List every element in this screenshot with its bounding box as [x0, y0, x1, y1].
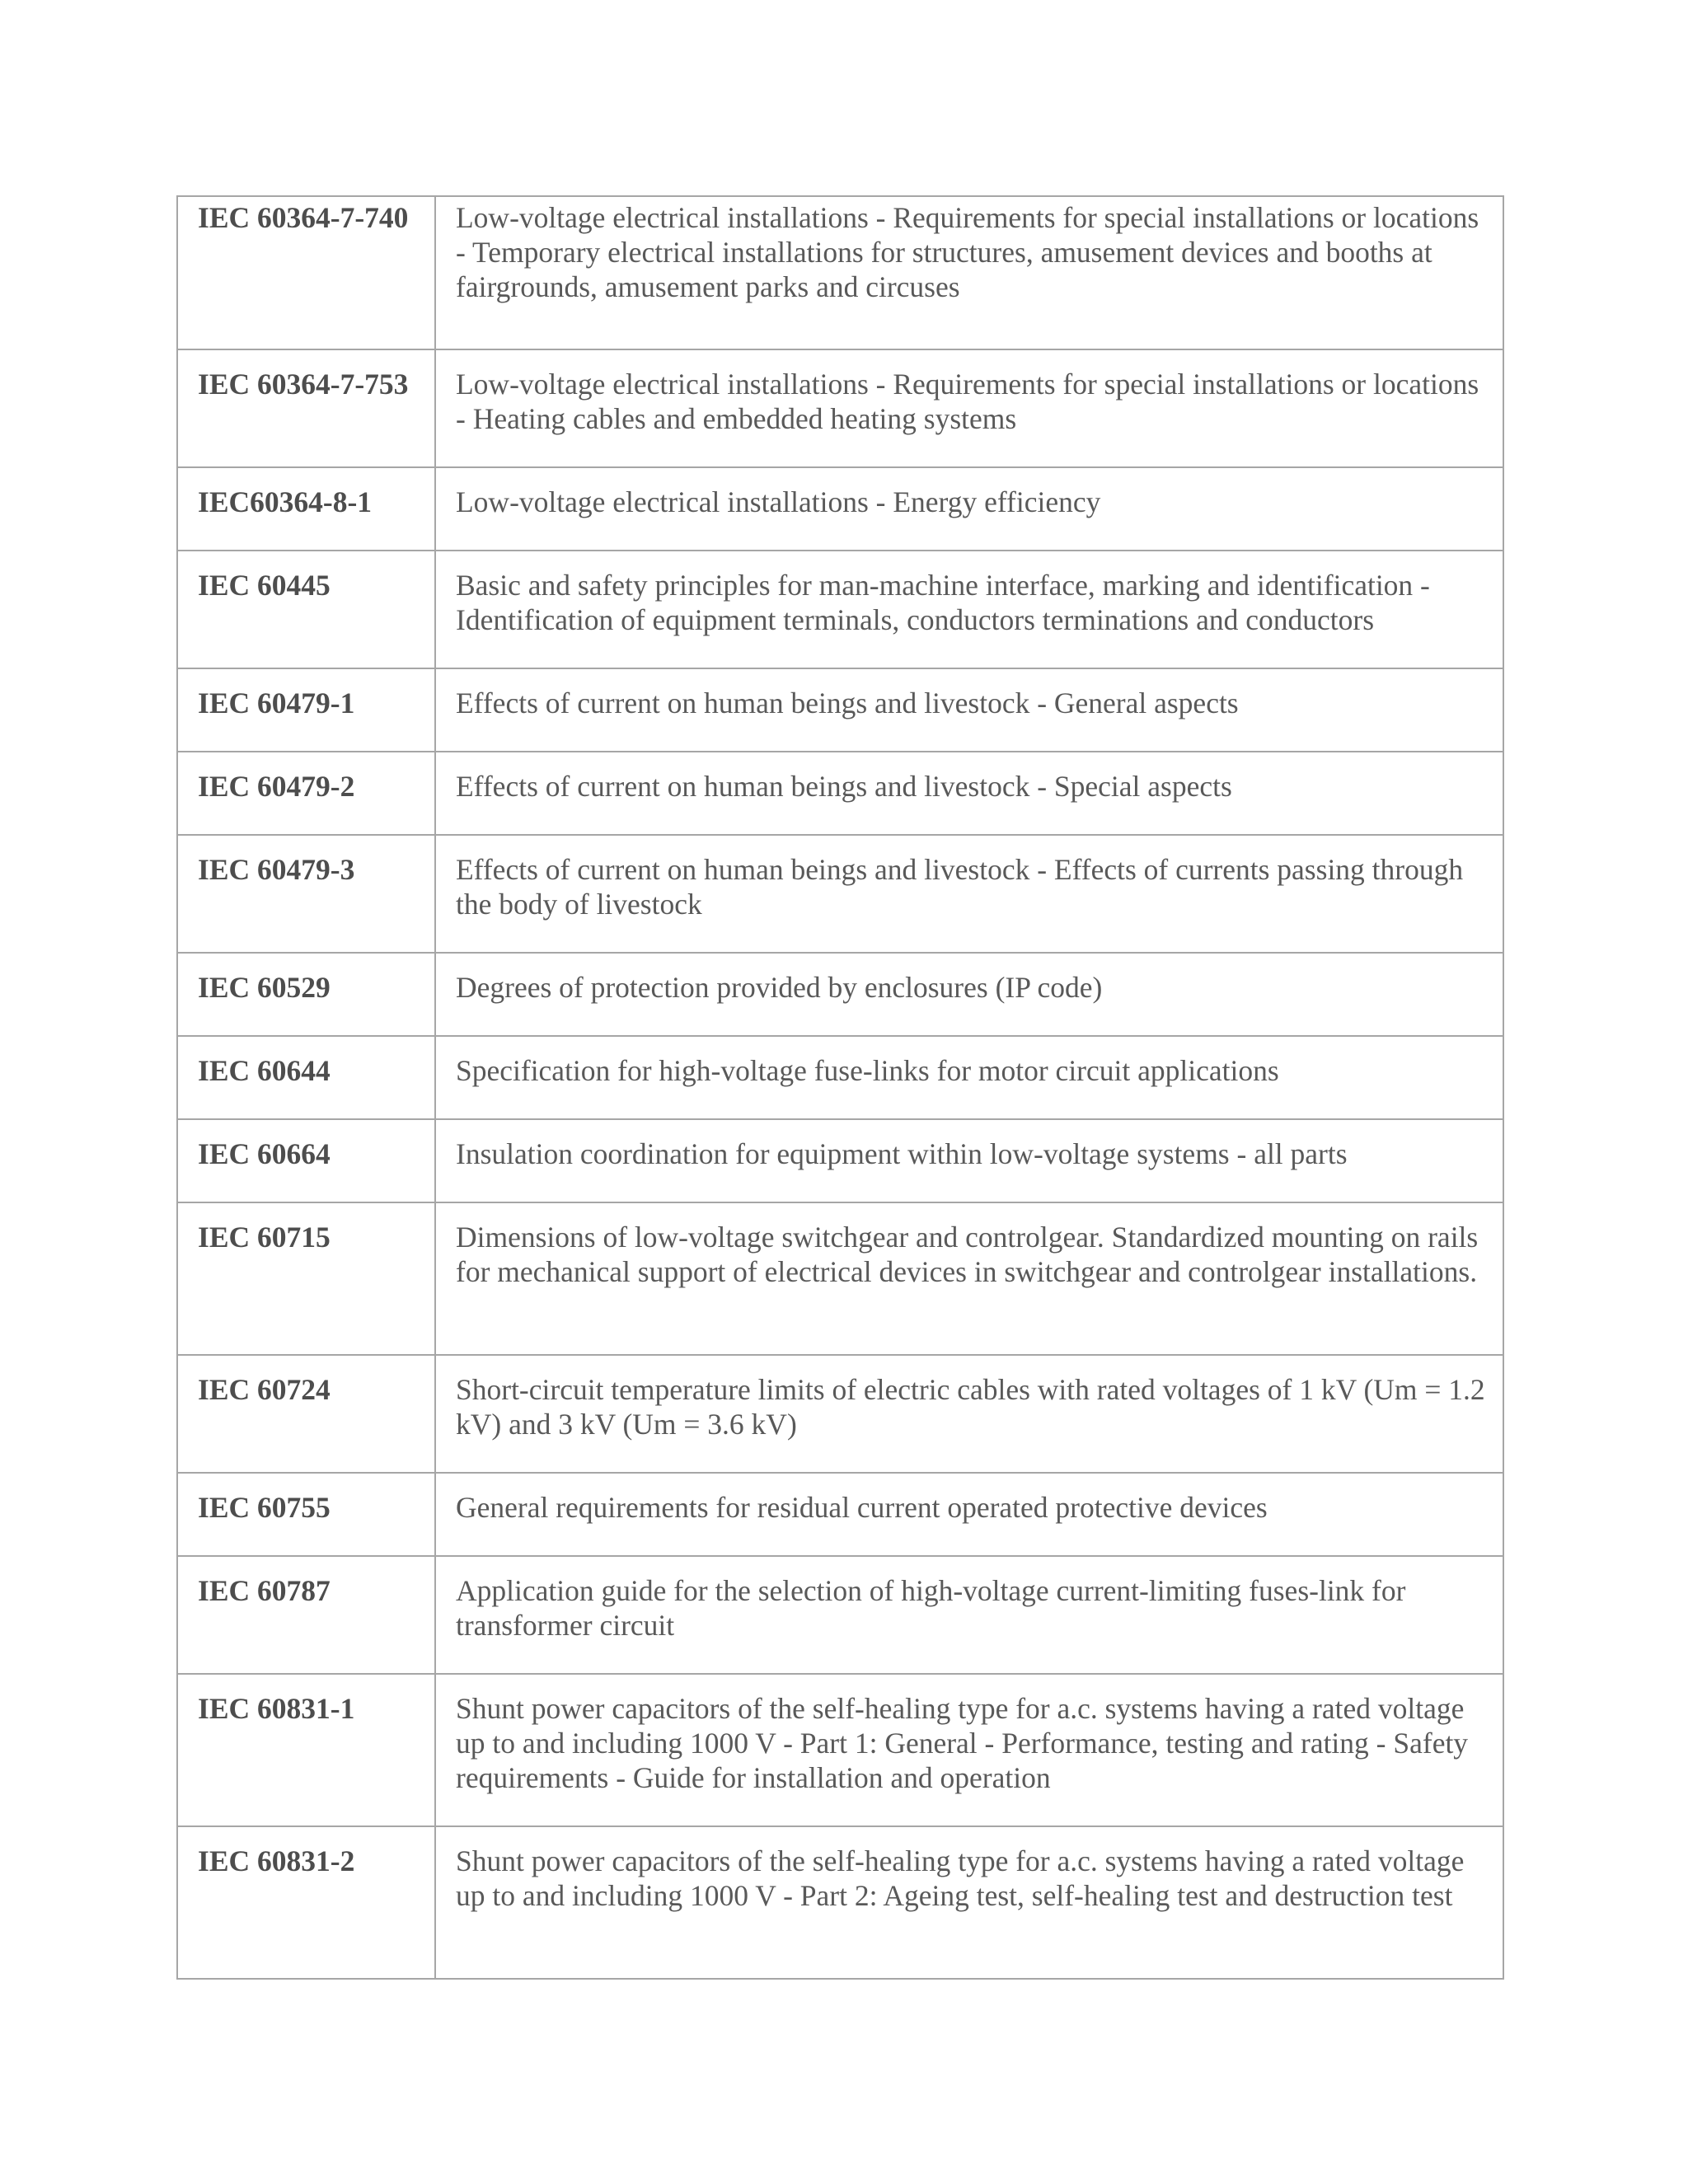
standard-code: IEC 60755 — [198, 1491, 331, 1524]
standard-code-cell — [177, 467, 435, 551]
standard-description: Insulation coordination for equipment within low-voltage systems - all parts — [456, 1137, 1348, 1170]
table-row — [177, 1556, 1503, 1674]
standard-description: Shunt power capacitors of the self-healing type for a.c. systems having a rated voltage up to and including 1000 V - Part 1: General - Performance, testing and rating - Safety requirements - Guide for installation and operation — [456, 1692, 1469, 1794]
standard-code-cell — [177, 1036, 435, 1119]
standard-code: IEC 60644 — [198, 1054, 331, 1087]
standard-code-cell — [177, 752, 435, 835]
table-row — [177, 835, 1503, 953]
standard-code: IEC60364-8-1 — [198, 485, 373, 518]
table-row — [177, 953, 1503, 1036]
standard-code: IEC 60479-3 — [198, 853, 355, 886]
standard-description-cell — [435, 1202, 1503, 1355]
standard-description-cell — [435, 1826, 1503, 1979]
standard-code: IEC 60715 — [198, 1221, 331, 1254]
standard-description-cell — [435, 349, 1503, 467]
standard-description: Effects of current on human beings and livestock - Special aspects — [456, 770, 1232, 803]
table-row — [177, 1473, 1503, 1556]
standard-code-cell — [177, 196, 435, 349]
table-row — [177, 1355, 1503, 1473]
table-row — [177, 1826, 1503, 1979]
table-row — [177, 196, 1503, 349]
standard-description-cell — [435, 467, 1503, 551]
standard-code-cell — [177, 349, 435, 467]
standard-description: Basic and safety principles for man-machine interface, marking and identification - Identification of equipment terminals, conductors terminations and conductors — [456, 569, 1430, 636]
standard-code-cell — [177, 1556, 435, 1674]
standard-description-cell — [435, 196, 1503, 349]
standard-code-cell — [177, 953, 435, 1036]
table-row — [177, 349, 1503, 467]
standard-description-cell — [435, 953, 1503, 1036]
standard-code-cell — [177, 835, 435, 953]
standard-description: Low-voltage electrical installations - Requirements for special installations or locations - Heating cables and embedded heating systems — [456, 368, 1479, 435]
standard-description: Specification for high-voltage fuse-links for motor circuit applications — [456, 1054, 1279, 1087]
standard-code: IEC 60664 — [198, 1137, 331, 1170]
standard-code-cell — [177, 1119, 435, 1202]
standard-description-cell — [435, 668, 1503, 752]
standard-description: Shunt power capacitors of the self-healing type for a.c. systems having a rated voltage up to and including 1000 V - Part 2: Ageing test, self-healing test and destruction test — [456, 1844, 1465, 1912]
standard-code-cell — [177, 551, 435, 668]
standard-description: Low-voltage electrical installations - Energy efficiency — [456, 485, 1101, 518]
standard-description-cell — [435, 1674, 1503, 1826]
standard-code: IEC 60364-7-740 — [198, 201, 409, 234]
standard-description: Short-circuit temperature limits of electric cables with rated voltages of 1 kV (Um = 1.2 kV) and 3 kV (Um = 3.6 kV) — [456, 1373, 1485, 1441]
standard-code: IEC 60479-1 — [198, 687, 355, 719]
standard-code-cell — [177, 668, 435, 752]
table-row — [177, 1119, 1503, 1202]
standard-description-cell — [435, 752, 1503, 835]
standard-code-cell — [177, 1355, 435, 1473]
standard-code-cell — [177, 1674, 435, 1826]
table-row — [177, 668, 1503, 752]
standard-code-cell — [177, 1826, 435, 1979]
standard-description-cell — [435, 1355, 1503, 1473]
table-row — [177, 752, 1503, 835]
standard-code: IEC 60724 — [198, 1373, 331, 1406]
standard-description-cell — [435, 551, 1503, 668]
standard-description-cell — [435, 1473, 1503, 1556]
standard-description: Application guide for the selection of high-voltage current-limiting fuses-link for transformer circuit — [456, 1574, 1406, 1642]
standard-code: IEC 60529 — [198, 971, 331, 1004]
standard-code: IEC 60831-1 — [198, 1692, 355, 1725]
standard-description-cell — [435, 835, 1503, 953]
standard-code: IEC 60364-7-753 — [198, 368, 409, 401]
standard-description: Degrees of protection provided by enclosures (IP code) — [456, 971, 1103, 1004]
standard-description-cell — [435, 1036, 1503, 1119]
standard-description: Dimensions of low-voltage switchgear and controlgear. Standardized mounting on rails for mechanical support of electrical devices in switchgear and controlgear installations. — [456, 1221, 1479, 1288]
table-row — [177, 467, 1503, 551]
standard-description-cell — [435, 1119, 1503, 1202]
table-row — [177, 1674, 1503, 1826]
standard-code-cell — [177, 1473, 435, 1556]
standard-code: IEC 60831-2 — [198, 1844, 355, 1877]
standard-code: IEC 60479-2 — [198, 770, 355, 803]
standards-table — [176, 195, 1504, 1980]
standard-description: General requirements for residual current operated protective devices — [456, 1491, 1268, 1524]
table-row — [177, 1036, 1503, 1119]
standard-code: IEC 60445 — [198, 569, 331, 602]
standard-description: Low-voltage electrical installations - Requirements for special installations or locations - Temporary electrical installations for structures, amusement devices and booths at fairgrounds, amusement parks and circuses — [456, 201, 1479, 303]
standard-code-cell — [177, 1202, 435, 1355]
standard-code: IEC 60787 — [198, 1574, 331, 1607]
table-row — [177, 551, 1503, 668]
standard-description-cell — [435, 1556, 1503, 1674]
table-row — [177, 1202, 1503, 1355]
standard-description: Effects of current on human beings and livestock - General aspects — [456, 687, 1239, 719]
standard-description: Effects of current on human beings and livestock - Effects of currents passing through the body of livestock — [456, 853, 1464, 921]
